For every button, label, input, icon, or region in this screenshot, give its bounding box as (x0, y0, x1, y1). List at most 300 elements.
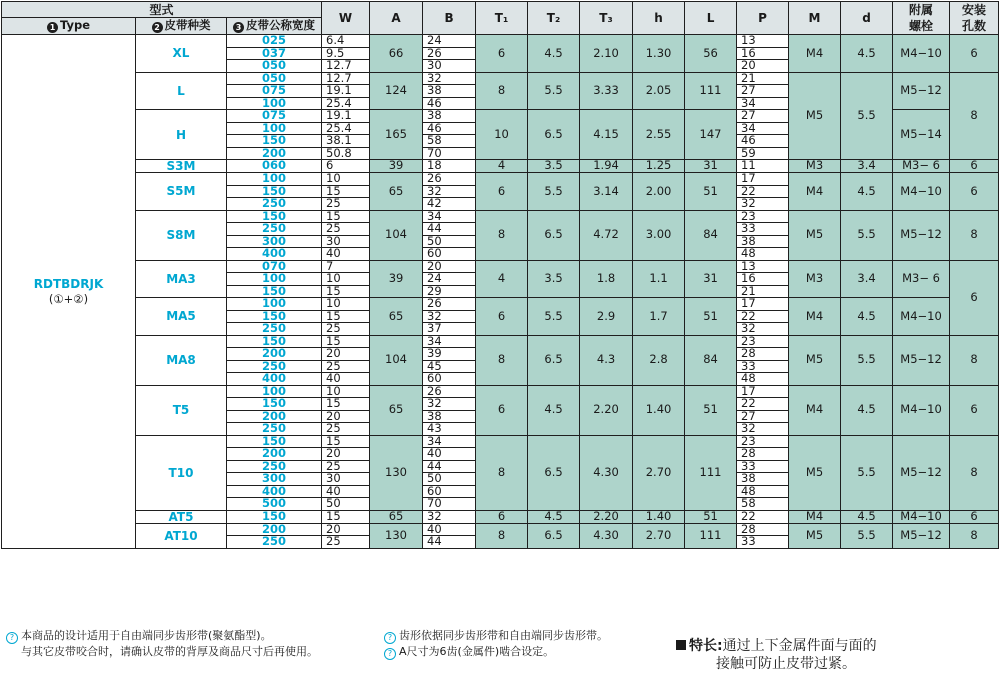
value-B: 44 (423, 460, 476, 473)
value-d: 3.4 (841, 160, 893, 173)
table-row (2, 160, 999, 173)
value-T1: 8 (476, 435, 528, 510)
col-header-A: A (370, 2, 423, 35)
table-row (2, 210, 999, 223)
type-composition: (①+②) (48, 291, 89, 306)
value-P: 27 (737, 85, 789, 98)
value-h: 1.40 (633, 385, 685, 435)
belt-width-cell: 150 (227, 435, 322, 448)
value-L: 111 (685, 72, 737, 110)
value-P: 32 (737, 423, 789, 436)
value-W: 19.1 (322, 110, 370, 123)
value-T1: 6 (476, 510, 528, 523)
value-T2: 4.5 (528, 510, 580, 523)
belt-kind-cell: T10 (136, 435, 227, 510)
value-P: 34 (737, 122, 789, 135)
value-B: 32 (423, 398, 476, 411)
belt-width-cell: 200 (227, 147, 322, 160)
value-B: 44 (423, 536, 476, 549)
feature-note (676, 637, 877, 673)
value-P: 28 (737, 348, 789, 361)
value-B: 70 (423, 147, 476, 160)
value-W: 19.1 (322, 85, 370, 98)
value-L: 111 (685, 435, 737, 510)
value-B: 39 (423, 348, 476, 361)
value-W: 10 (322, 273, 370, 286)
belt-width-cell: 150 (227, 185, 322, 198)
holes-header-line2: 孔数 (962, 19, 987, 33)
value-h: 1.1 (633, 260, 685, 298)
value-bolt: M3− 6 (893, 260, 950, 298)
value-W: 25.4 (322, 122, 370, 135)
value-T2: 6.5 (528, 210, 580, 260)
value-holes: 6 (950, 173, 999, 211)
value-B: 32 (423, 185, 476, 198)
belt-width-cell: 050 (227, 72, 322, 85)
value-B: 46 (423, 122, 476, 135)
value-B: 40 (423, 448, 476, 461)
value-A: 66 (370, 35, 423, 73)
belt-width-cell: 150 (227, 335, 322, 348)
value-B: 58 (423, 135, 476, 148)
value-T3: 4.3 (580, 335, 633, 385)
value-W: 25 (322, 460, 370, 473)
value-d: 5.5 (841, 523, 893, 548)
value-T1: 8 (476, 335, 528, 385)
value-P: 27 (737, 110, 789, 123)
value-P: 28 (737, 523, 789, 536)
value-P: 16 (737, 273, 789, 286)
table-row (2, 435, 999, 448)
belt-width-cell: 250 (227, 323, 322, 336)
belt-kind-cell: S5M (136, 173, 227, 211)
belt-width-cell: 150 (227, 310, 322, 323)
belt-width-cell: 070 (227, 260, 322, 273)
value-T1: 8 (476, 72, 528, 110)
value-P: 13 (737, 35, 789, 48)
value-B: 20 (423, 260, 476, 273)
value-B: 26 (423, 47, 476, 60)
type-cell (2, 35, 136, 549)
value-P: 13 (737, 260, 789, 273)
value-B: 60 (423, 373, 476, 386)
belt-width-cell: 075 (227, 110, 322, 123)
value-bolt: M3− 6 (893, 160, 950, 173)
belt-kind-cell: T5 (136, 385, 227, 435)
value-A: 65 (370, 298, 423, 336)
value-T3: 4.72 (580, 210, 633, 260)
value-T2: 3.5 (528, 160, 580, 173)
value-T3: 2.20 (580, 385, 633, 435)
value-P: 33 (737, 460, 789, 473)
value-T3: 3.33 (580, 72, 633, 110)
value-L: 51 (685, 298, 737, 336)
value-h: 1.7 (633, 298, 685, 336)
belt-kind-cell: AT5 (136, 510, 227, 523)
value-bolt: M5−12 (893, 335, 950, 385)
value-B: 32 (423, 310, 476, 323)
value-P: 38 (737, 235, 789, 248)
value-P: 17 (737, 298, 789, 311)
value-T3: 1.8 (580, 260, 633, 298)
value-A: 104 (370, 335, 423, 385)
value-h: 2.70 (633, 435, 685, 510)
belt-kind-cell: MA3 (136, 260, 227, 298)
value-P: 17 (737, 385, 789, 398)
value-W: 15 (322, 210, 370, 223)
value-W: 30 (322, 473, 370, 486)
value-P: 21 (737, 72, 789, 85)
value-T3: 3.14 (580, 173, 633, 211)
value-B: 38 (423, 85, 476, 98)
belt-width-cell: 150 (227, 398, 322, 411)
tip-icon: ? (384, 648, 396, 660)
value-A: 130 (370, 435, 423, 510)
belt-width-cell: 200 (227, 410, 322, 423)
value-B: 38 (423, 110, 476, 123)
value-T1: 4 (476, 160, 528, 173)
value-holes: 8 (950, 335, 999, 385)
value-B: 24 (423, 35, 476, 48)
value-P: 23 (737, 210, 789, 223)
value-P: 22 (737, 310, 789, 323)
value-B: 45 (423, 360, 476, 373)
belt-width-cell: 025 (227, 35, 322, 48)
belt-width-cell: 060 (227, 160, 322, 173)
value-M: M5 (789, 210, 841, 260)
value-T2: 6.5 (528, 110, 580, 160)
belt-width-cell: 200 (227, 348, 322, 361)
value-A: 130 (370, 523, 423, 548)
value-P: 16 (737, 47, 789, 60)
table-row (2, 335, 999, 348)
value-W: 15 (322, 285, 370, 298)
value-M: M5 (789, 435, 841, 510)
value-L: 84 (685, 335, 737, 385)
belt-width-label: 皮带公称宽度 (246, 17, 316, 32)
value-d: 5.5 (841, 435, 893, 510)
belt-width-cell: 250 (227, 536, 322, 549)
value-M: M4 (789, 385, 841, 435)
table-row (2, 510, 999, 523)
value-W: 9.5 (322, 47, 370, 60)
value-B: 70 (423, 498, 476, 511)
value-W: 30 (322, 235, 370, 248)
value-W: 15 (322, 335, 370, 348)
value-T3: 2.9 (580, 298, 633, 336)
spec-table-body (2, 35, 999, 549)
value-A: 65 (370, 510, 423, 523)
type-subheader (2, 18, 136, 35)
table-row (2, 173, 999, 186)
value-d: 4.5 (841, 35, 893, 73)
value-M: M4 (789, 35, 841, 73)
value-W: 20 (322, 448, 370, 461)
value-B: 32 (423, 72, 476, 85)
value-bolt: M4−10 (893, 173, 950, 211)
value-T2: 5.5 (528, 173, 580, 211)
number-badge-1: 1 (47, 22, 58, 33)
value-P: 33 (737, 536, 789, 549)
value-B: 50 (423, 473, 476, 486)
value-h: 1.30 (633, 35, 685, 73)
value-holes: 8 (950, 72, 999, 160)
col-header-T3: T₃ (580, 2, 633, 35)
value-W: 25 (322, 223, 370, 236)
notes-left (6, 628, 318, 659)
value-holes: 6 (950, 160, 999, 173)
value-L: 84 (685, 210, 737, 260)
table-row (2, 385, 999, 398)
value-B: 37 (423, 323, 476, 336)
value-bolt: M5−12 (893, 72, 950, 110)
spec-table (1, 1, 999, 549)
value-W: 20 (322, 410, 370, 423)
belt-width-cell: 150 (227, 510, 322, 523)
col-header-L: L (685, 2, 737, 35)
tip-icon: ? (384, 632, 396, 644)
note-2: 齿形依据同步齿形带和自由端同步齿形带。 (399, 629, 608, 642)
value-B: 42 (423, 198, 476, 211)
value-M: M3 (789, 260, 841, 298)
value-W: 15 (322, 510, 370, 523)
value-L: 147 (685, 110, 737, 160)
belt-width-cell: 250 (227, 423, 322, 436)
belt-width-cell: 300 (227, 473, 322, 486)
value-B: 24 (423, 273, 476, 286)
value-P: 21 (737, 285, 789, 298)
col-header-h: h (633, 2, 685, 35)
col-header-T1: T₁ (476, 2, 528, 35)
value-P: 20 (737, 60, 789, 73)
value-holes: 6 (950, 510, 999, 523)
belt-width-cell: 150 (227, 210, 322, 223)
value-B: 50 (423, 235, 476, 248)
value-h: 2.00 (633, 173, 685, 211)
value-B: 34 (423, 210, 476, 223)
note-1: 本商品的设计适用于自由端同步齿形带(聚氨酯型)。 (21, 629, 272, 642)
value-T3: 4.30 (580, 523, 633, 548)
belt-kind-cell: MA8 (136, 335, 227, 385)
belt-width-cell: 300 (227, 235, 322, 248)
note-1b: 与其它皮带咬合时，请确认皮带的背厚及商品尺寸后再使用。 (21, 645, 318, 658)
value-W: 15 (322, 435, 370, 448)
value-T2: 3.5 (528, 260, 580, 298)
value-T2: 5.5 (528, 298, 580, 336)
value-T1: 8 (476, 523, 528, 548)
type-name: RDTBDRJK (33, 276, 104, 291)
value-B: 34 (423, 435, 476, 448)
belt-width-cell: 050 (227, 60, 322, 73)
value-d: 5.5 (841, 72, 893, 160)
feature-label: 特长: (689, 638, 723, 654)
belt-width-cell: 100 (227, 122, 322, 135)
value-bolt: M5−12 (893, 210, 950, 260)
value-P: 22 (737, 510, 789, 523)
value-P: 27 (737, 410, 789, 423)
value-B: 60 (423, 248, 476, 261)
value-B: 34 (423, 335, 476, 348)
value-A: 124 (370, 72, 423, 110)
col-header-W: W (322, 2, 370, 35)
value-W: 25 (322, 423, 370, 436)
value-d: 4.5 (841, 298, 893, 336)
value-P: 59 (737, 147, 789, 160)
table-row (2, 35, 999, 48)
value-T1: 6 (476, 298, 528, 336)
value-h: 2.55 (633, 110, 685, 160)
value-T1: 6 (476, 385, 528, 435)
value-P: 33 (737, 360, 789, 373)
value-L: 31 (685, 260, 737, 298)
value-B: 38 (423, 410, 476, 423)
belt-width-cell: 150 (227, 135, 322, 148)
notes-middle (384, 628, 608, 660)
value-P: 28 (737, 448, 789, 461)
value-bolt: M4−10 (893, 298, 950, 336)
belt-width-cell: 200 (227, 523, 322, 536)
value-d: 3.4 (841, 260, 893, 298)
value-W: 40 (322, 373, 370, 386)
value-bolt: M5−12 (893, 435, 950, 510)
value-holes: 6 (950, 385, 999, 435)
belt-width-cell: 400 (227, 485, 322, 498)
value-L: 51 (685, 173, 737, 211)
value-T1: 8 (476, 210, 528, 260)
value-bolt: M4−10 (893, 510, 950, 523)
value-d: 4.5 (841, 173, 893, 211)
value-T3: 4.15 (580, 110, 633, 160)
value-W: 20 (322, 348, 370, 361)
value-L: 31 (685, 160, 737, 173)
belt-width-cell: 100 (227, 273, 322, 286)
value-B: 40 (423, 523, 476, 536)
belt-kind-subheader (136, 18, 227, 35)
value-P: 33 (737, 223, 789, 236)
table-row (2, 298, 999, 311)
value-P: 58 (737, 498, 789, 511)
value-M: M5 (789, 523, 841, 548)
belt-width-cell: 250 (227, 460, 322, 473)
value-A: 165 (370, 110, 423, 160)
bolt-header-line2: 螺栓 (909, 19, 934, 33)
value-M: M3 (789, 160, 841, 173)
value-P: 48 (737, 248, 789, 261)
value-T2: 5.5 (528, 72, 580, 110)
value-holes: 8 (950, 435, 999, 510)
value-W: 25.4 (322, 97, 370, 110)
value-h: 2.70 (633, 523, 685, 548)
value-P: 11 (737, 160, 789, 173)
belt-width-cell: 100 (227, 298, 322, 311)
value-W: 10 (322, 385, 370, 398)
belt-width-cell: 250 (227, 223, 322, 236)
value-P: 17 (737, 173, 789, 186)
col-header-holes (950, 2, 999, 35)
number-badge-2: 2 (152, 22, 163, 33)
value-P: 48 (737, 373, 789, 386)
value-B: 60 (423, 485, 476, 498)
col-header-M: M (789, 2, 841, 35)
col-header-P: P (737, 2, 789, 35)
table-row (2, 72, 999, 85)
value-T2: 6.5 (528, 523, 580, 548)
value-d: 5.5 (841, 335, 893, 385)
value-h: 1.25 (633, 160, 685, 173)
belt-kind-cell: S3M (136, 160, 227, 173)
note-3: A尺寸为6齿(金属件)啮合设定。 (399, 645, 555, 658)
value-B: 29 (423, 285, 476, 298)
square-bullet-icon (676, 640, 686, 650)
value-L: 51 (685, 510, 737, 523)
feature-line-1: 通过上下金属件面与面的 (722, 638, 877, 654)
value-W: 12.7 (322, 72, 370, 85)
value-W: 7 (322, 260, 370, 273)
value-T1: 6 (476, 35, 528, 73)
value-T3: 2.10 (580, 35, 633, 73)
value-h: 2.8 (633, 335, 685, 385)
value-A: 65 (370, 385, 423, 435)
value-T1: 10 (476, 110, 528, 160)
value-d: 4.5 (841, 510, 893, 523)
value-B: 46 (423, 97, 476, 110)
type-label: Type (59, 17, 90, 32)
value-T1: 6 (476, 173, 528, 211)
feature-line-2: 接触可防止皮带过紧。 (716, 656, 856, 672)
value-W: 10 (322, 173, 370, 186)
holes-header-line1: 安装 (962, 3, 987, 17)
value-W: 15 (322, 398, 370, 411)
value-B: 43 (423, 423, 476, 436)
belt-width-cell: 250 (227, 360, 322, 373)
value-W: 15 (322, 185, 370, 198)
value-W: 40 (322, 248, 370, 261)
col-header-B: B (423, 2, 476, 35)
belt-kind-cell: H (136, 110, 227, 160)
value-d: 4.5 (841, 385, 893, 435)
value-P: 32 (737, 323, 789, 336)
value-T2: 4.5 (528, 35, 580, 73)
value-d: 5.5 (841, 210, 893, 260)
belt-kind-cell: XL (136, 35, 227, 73)
value-T1: 4 (476, 260, 528, 298)
col-header-bolt (893, 2, 950, 35)
value-W: 40 (322, 485, 370, 498)
value-P: 22 (737, 185, 789, 198)
belt-width-cell: 100 (227, 97, 322, 110)
value-holes: 8 (950, 523, 999, 548)
value-B: 26 (423, 298, 476, 311)
value-B: 26 (423, 385, 476, 398)
value-A: 104 (370, 210, 423, 260)
belt-kind-cell: MA5 (136, 298, 227, 336)
value-bolt: M4−10 (893, 385, 950, 435)
belt-width-cell: 250 (227, 198, 322, 211)
value-W: 38.1 (322, 135, 370, 148)
belt-width-cell: 400 (227, 248, 322, 261)
value-A: 39 (370, 160, 423, 173)
value-W: 12.7 (322, 60, 370, 73)
table-row (2, 523, 999, 536)
value-bolt: M5−14 (893, 110, 950, 160)
value-W: 25 (322, 360, 370, 373)
belt-width-cell: 100 (227, 385, 322, 398)
value-holes: 6 (950, 35, 999, 73)
belt-kind-cell: S8M (136, 210, 227, 260)
value-P: 34 (737, 97, 789, 110)
value-M: M5 (789, 335, 841, 385)
belt-width-cell: 500 (227, 498, 322, 511)
